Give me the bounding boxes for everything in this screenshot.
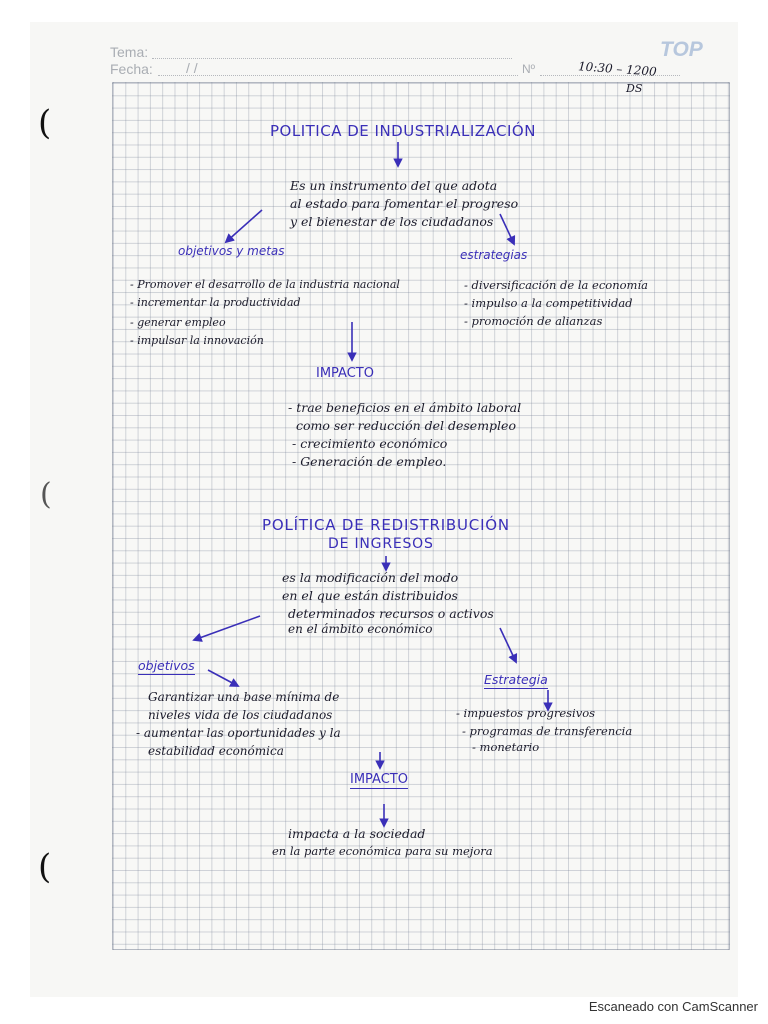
- section1-impacto-item: - Generación de empleo.: [292, 454, 447, 469]
- section1-objetivo-item: - Promover el desarrollo de la industria nacional: [130, 278, 400, 291]
- section2-definition-line: en el que están distribuidos: [282, 588, 458, 603]
- section2-estrategia-item: - monetario: [472, 740, 540, 754]
- section2-objetivo-item: Garantizar una base mínima de: [148, 690, 340, 704]
- section2-title: POLÍTICA DE REDISTRIBUCIÓN: [262, 516, 510, 534]
- section1-estrategia-item: - diversificación de la economía: [464, 278, 648, 292]
- time-note-2: DS: [626, 82, 643, 95]
- binder-hole-icon: (: [38, 103, 52, 143]
- section1-title: POLITICA DE INDUSTRIALIZACIÓN: [270, 122, 536, 140]
- section2-objetivo-item: niveles vida de los ciudadanos: [148, 708, 333, 722]
- section2-title-line2: DE INGRESOS: [328, 536, 434, 552]
- section2-definition-line: es la modificación del modo: [282, 570, 459, 585]
- section2-objetivo-item: - aumentar las oportunidades y la: [136, 726, 341, 740]
- section2-impacto-item: en la parte económica para su mejora: [272, 844, 493, 858]
- arrow-icon: [500, 214, 514, 244]
- fecha-label: Fecha:: [110, 61, 153, 77]
- section1-objetivo-item: - impulsar la innovación: [130, 334, 264, 347]
- section1-impacto-item: - trae beneficios en el ámbito laboral: [288, 400, 522, 415]
- section1-impacto-item: - crecimiento económico: [292, 436, 448, 451]
- section2-estrategia-item: - impuestos progresivos: [456, 706, 596, 720]
- section2-definition-line: determinados recursos o activos: [288, 606, 494, 621]
- section2-definition-line: en el ámbito económico: [288, 622, 433, 636]
- section1-estrategia-item: - promoción de alianzas: [464, 314, 603, 328]
- binder-hole-icon: (: [40, 477, 52, 512]
- arrow-icon: [194, 616, 260, 640]
- arrow-icon: [208, 670, 238, 686]
- section1-objetivo-item: - generar empleo: [130, 316, 226, 329]
- section1-definition-line: Es un instrumento del que adota: [290, 178, 498, 193]
- section2-estrategia-label: Estrategia: [484, 672, 548, 687]
- time-note: 10:30 – 1200: [577, 59, 658, 79]
- section1-impacto-item: como ser reducción del desempleo: [296, 418, 516, 433]
- arrow-icon: [500, 628, 516, 662]
- section1-definition-line: y el bienestar de los ciudadanos: [290, 214, 494, 229]
- section2-objetivos-label: objetivos: [138, 658, 195, 673]
- brand-logo: TOP: [660, 38, 703, 61]
- section1-objetivos-label: objetivos y metas: [178, 244, 285, 258]
- section2-impacto-label: IMPACTO: [350, 772, 408, 787]
- section2-estrategia-item: - programas de transferencia: [462, 724, 633, 738]
- section2-impacto-item: impacta a la sociedad: [288, 826, 426, 841]
- section2-objetivo-item: estabilidad económica: [148, 744, 284, 758]
- no-label: Nº: [522, 62, 536, 76]
- arrow-icon: [226, 210, 262, 242]
- section1-definition-line: al estado para fomentar el progreso: [290, 196, 519, 211]
- section1-estrategias-label: estrategias: [460, 248, 528, 262]
- binder-hole-icon: (: [38, 847, 52, 887]
- section1-objetivo-item: - incrementar la productividad: [130, 296, 301, 309]
- section1-impacto-label: IMPACTO: [316, 366, 374, 381]
- scanner-watermark: Escaneado con CamScanner: [588, 999, 758, 1014]
- tema-label: Tema:: [110, 44, 149, 60]
- fecha-slashes: / /: [186, 60, 198, 76]
- section1-estrategia-item: - impulso a la competitividad: [464, 296, 633, 310]
